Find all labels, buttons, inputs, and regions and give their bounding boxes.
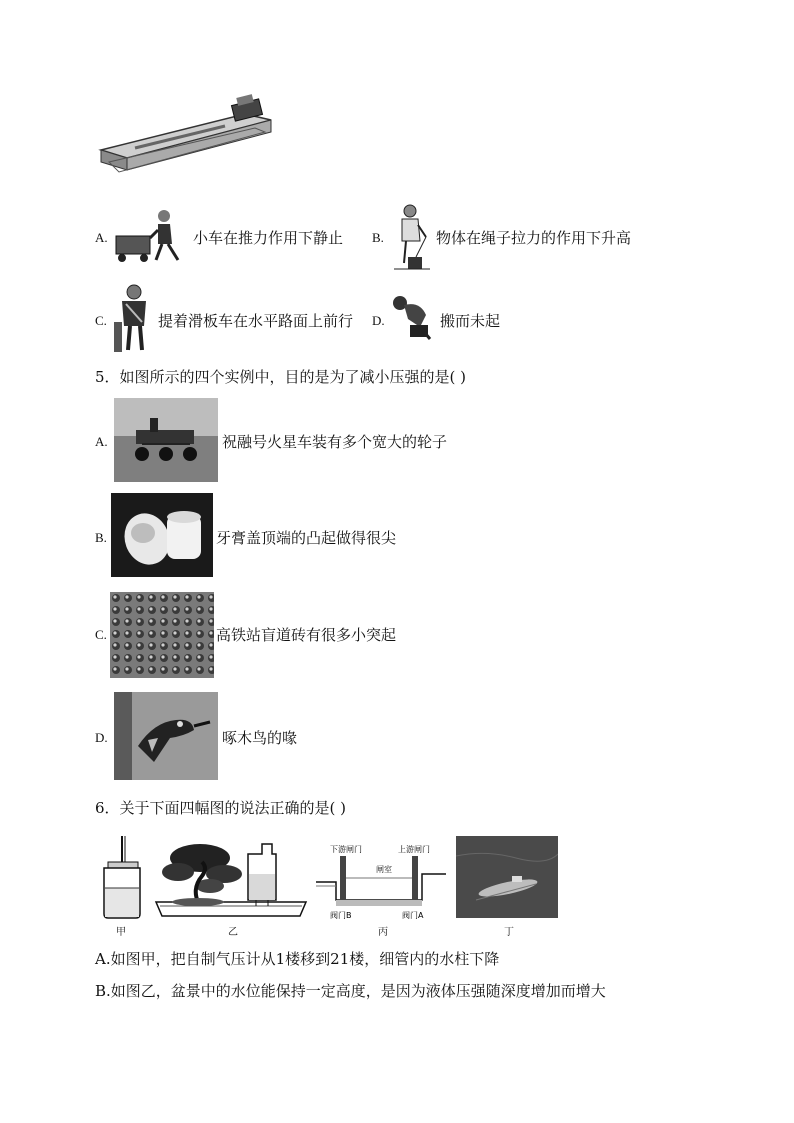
figure-label-jia: 甲 xyxy=(116,927,126,938)
lock-label-chamber: 闸室 xyxy=(376,865,392,874)
figure-label-bing: 丙 xyxy=(378,927,388,938)
lock-label-downstream-gate: 下游闸门 xyxy=(330,845,362,854)
lock-label-valve-b: 阀门B xyxy=(330,911,352,920)
q4-option-a-letter: A. xyxy=(95,230,108,245)
mars-rover-photo xyxy=(114,398,218,482)
tactile-paving-photo xyxy=(110,592,214,678)
q5-option-a-letter: A. xyxy=(95,434,108,449)
q4-option-b-image xyxy=(390,203,432,273)
q6-option-a xyxy=(95,949,499,969)
q4-option-c-image xyxy=(112,284,154,356)
q5-stem: 5．如图所示的四个实例中，目的是为了减小压强的是( ) xyxy=(95,368,467,386)
q6-stem: 6．关于下面四幅图的说法正确的是( ) xyxy=(95,799,347,817)
q5-option-d-text: 啄木鸟的喙 xyxy=(222,729,298,747)
bonsai-figure xyxy=(152,840,310,922)
q4-option-d-letter: D. xyxy=(372,313,385,328)
underwater-photo xyxy=(456,836,558,918)
ship-lock-figure xyxy=(314,838,448,922)
q4-option-c-text: 提着滑板车在水平路面上前行 xyxy=(158,312,354,330)
figure-label-ding: 丁 xyxy=(504,927,514,938)
toothpaste-cap-photo xyxy=(111,493,213,577)
q5-option-b-letter: B. xyxy=(95,530,107,545)
q6-option-a-text: 如图甲，把自制气压计从1楼移到21楼，细管内的水柱下降 xyxy=(110,950,500,968)
lock-label-upstream-gate: 上游闸门 xyxy=(398,845,430,854)
q5-option-c-text: 高铁站盲道砖有很多小突起 xyxy=(216,626,397,644)
q6-option-b-text: 如图乙，盆景中的水位能保持一定高度，是因为液体压强随深度增加而增大 xyxy=(110,982,606,1000)
q6-option-b-letter: B. xyxy=(95,982,111,1000)
q4-option-b-letter: B. xyxy=(372,230,384,245)
lock-label-valve-a: 阀门A xyxy=(402,911,424,920)
q4-option-d-text: 搬而未起 xyxy=(440,312,501,330)
figure-label-yi: 乙 xyxy=(228,927,238,938)
homemade-barometer-figure xyxy=(100,832,144,920)
q4-option-d-image xyxy=(390,293,436,341)
q4-option-a-text: 小车在推力作用下静止 xyxy=(193,229,344,247)
inclined-plank-figure xyxy=(95,92,275,184)
q5-option-a-text: 祝融号火星车装有多个宽大的轮子 xyxy=(222,433,448,451)
q5-option-b-text: 牙膏盖顶端的凸起做得很尖 xyxy=(216,529,397,547)
q4-option-c-letter: C. xyxy=(95,313,107,328)
q5-option-d-letter: D. xyxy=(95,730,108,745)
q6-option-b xyxy=(95,981,606,1001)
q4-option-a-image xyxy=(112,208,190,264)
q6-option-a-letter: A. xyxy=(95,950,111,968)
q4-option-b-text: 物体在绳子拉力的作用下升高 xyxy=(436,229,632,247)
q5-option-c-letter: C. xyxy=(95,627,107,642)
woodpecker-photo xyxy=(114,692,218,780)
